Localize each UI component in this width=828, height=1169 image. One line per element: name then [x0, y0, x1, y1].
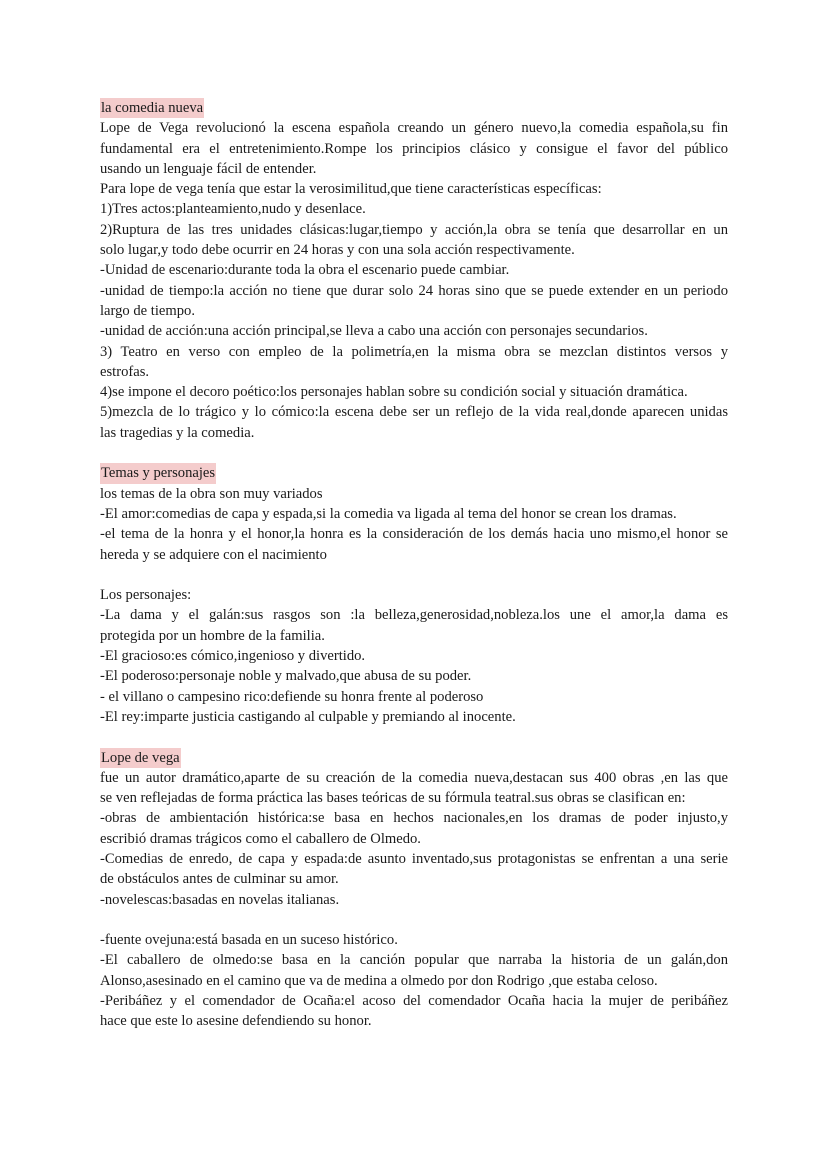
text-line: se ven reflejadas de forma práctica las bases teóricas de su fórmula teatral.sus obras se clasifican en: — [100, 790, 686, 807]
text-line: Alonso,asesinado en el camino que va de medina a olmedo por don Rodrigo ,que estaba celoso. — [100, 972, 658, 989]
section-body — [100, 118, 728, 443]
text-line: -unidad de acción:una acción principal,se lleva a cabo una acción con personajes secundarios. — [100, 323, 648, 340]
text-line: fundamental era el entretenimiento.Rompe los principios clásico y consigue el favor del público — [100, 140, 728, 157]
section-heading: Lope de vega — [100, 748, 181, 768]
text-line: de obstáculos antes de culminar su amor. — [100, 871, 339, 888]
text-line: -el tema de la honra y el honor,la honra es la consideración de los demás hacia uno mismo,el honor se — [100, 526, 728, 543]
text-line: -Unidad de escenario:durante toda la obra el escenario puede cambiar. — [100, 262, 510, 279]
subheading: Los personajes: — [100, 587, 192, 604]
section-temas-personajes — [100, 463, 728, 727]
paragraph-gap — [100, 727, 728, 747]
text-line: -unidad de tiempo:la acción no tiene que durar solo 24 horas sino que se puede extender en un periodo — [100, 282, 728, 299]
text-line: 4)se impone el decoro poético:los personajes hablan sobre su condición social y situación dramática. — [100, 384, 688, 401]
text-line: -La dama y el galán:sus rasgos son :la belleza,generosidad,nobleza.los une el amor,la dama es — [100, 607, 728, 624]
text-line: - el villano o campesino rico:defiende su honra frente al poderoso — [100, 688, 484, 705]
text-line: -novelescas:basadas en novelas italianas. — [100, 891, 340, 908]
text-line: fue un autor dramático,aparte de su creación de la comedia nueva,destacan sus 400 obras ,en las que — [100, 769, 728, 786]
text-line: -El caballero de olmedo:se basa en la canción popular que narraba la historia de un galán,don — [100, 952, 728, 969]
section-lope-de-vega — [100, 748, 728, 1032]
paragraph-gap — [100, 443, 728, 463]
text-line: -El gracioso:es cómico,ingenioso y divertido. — [100, 648, 366, 665]
text-line: Para lope de vega tenía que estar la verosimilitud,que tiene características específicas: — [100, 181, 602, 198]
text-line: largo de tiempo. — [100, 302, 195, 319]
text-line: hereda y se adquiere con el nacimiento — [100, 546, 327, 563]
text-line: hace que este lo asesine defendiendo su honor. — [100, 1013, 372, 1030]
text-line: las tragedias y la comedia. — [100, 424, 255, 441]
text-line: los temas de la obra son muy variados — [100, 485, 323, 502]
text-line: solo lugar,y todo debe ocurrir en 24 horas y con una sola acción respectivamente. — [100, 242, 575, 259]
text-line: usando un lenguaje fácil de entender. — [100, 160, 317, 177]
section-comedia-nueva — [100, 98, 728, 443]
text-line: -Peribáñez y el comendador de Ocaña:el acoso del comendador Ocaña hacia la mujer de peribáñez — [100, 993, 728, 1010]
section-heading: la comedia nueva — [100, 98, 204, 118]
section-body — [100, 484, 728, 565]
text-line: escribió dramas trágicos como el caballero de Olmedo. — [100, 830, 421, 847]
text-line: Lope de Vega revolucionó la escena española creando un género nuevo,la comedia española,su fin — [100, 120, 728, 137]
text-line: -Comedias de enredo, de capa y espada:de asunto inventado,sus protagonistas se enfrentan a una serie — [100, 850, 728, 867]
text-line: -El amor:comedias de capa y espada,si la comedia va ligada al tema del honor se crean los dramas. — [100, 505, 677, 522]
text-line: 1)Tres actos:planteamiento,nudo y desenlace. — [100, 201, 366, 218]
paragraph-gap — [100, 565, 728, 585]
section-body — [100, 768, 728, 910]
section-heading: Temas y personajes — [100, 463, 216, 483]
text-line: -El rey:imparte justicia castigando al culpable y premiando al inocente. — [100, 708, 516, 725]
text-line: 2)Ruptura de las tres unidades clásicas:lugar,tiempo y acción,la obra se tenía que desarrollar en un — [100, 221, 728, 238]
section-body — [100, 930, 728, 1031]
text-line: -obras de ambientación histórica:se basa en hechos nacionales,en los dramas de poder injusto,y — [100, 810, 728, 827]
text-line: 3) Teatro en verso con empleo de la polimetría,en la misma obra se mezclan distintos versos y — [100, 343, 728, 360]
paragraph-gap — [100, 910, 728, 930]
text-line: estrofas. — [100, 363, 150, 380]
document-page — [100, 98, 728, 1032]
text-line: -El poderoso:personaje noble y malvado,que abusa de su poder. — [100, 668, 472, 685]
text-line: -fuente ovejuna:está basada en un suceso histórico. — [100, 932, 398, 949]
section-body — [100, 605, 728, 727]
text-line: protegida por un hombre de la familia. — [100, 627, 325, 644]
text-line: 5)mezcla de lo trágico y lo cómico:la escena debe ser un reflejo de la vida real,donde aparecen unidas — [100, 404, 728, 421]
